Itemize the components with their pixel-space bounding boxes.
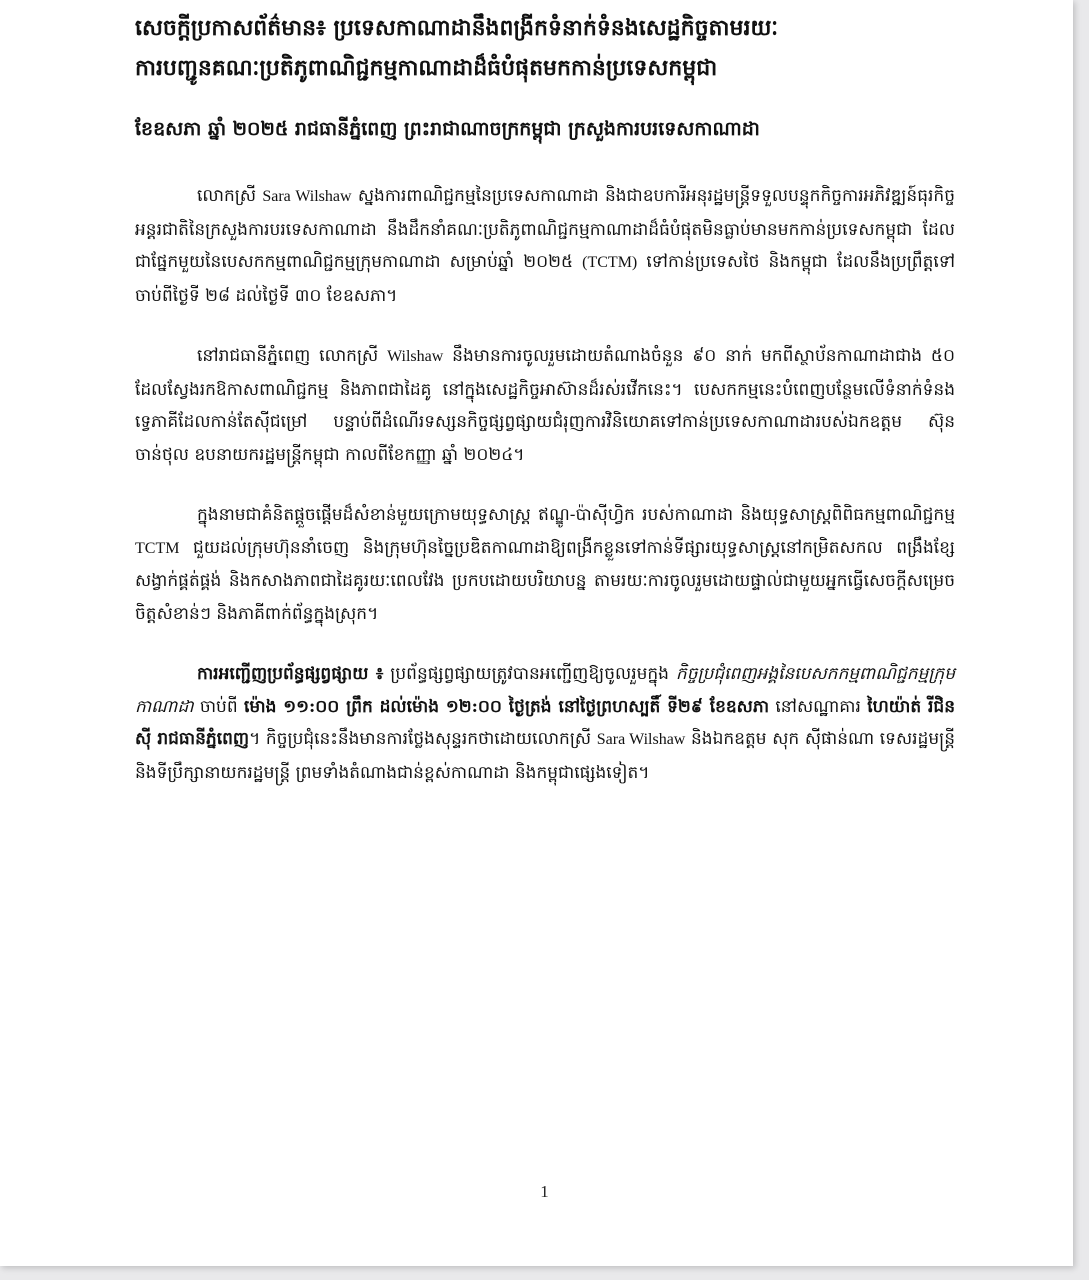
paragraph-1-text-b: ស្នងការពាណិជ្ជកម្មនៃប្រទេសកាណាដា និងជាឧបការីអនុរដ្ឋមន្ត្រីទទួលបន្ទុកកិច្ចការអភិវឌ្ឍន៍ធុរកិច្ចអន្តរជាតិនៃក្រសួងការបរទេសកាណាដា នឹងដឹកនាំគណៈប្រតិភូពាណិជ្ជកម្មកាណាដាដ៏ធំបំផុតមិនធ្លាប់មានមកកាន់ប្រទេសកម្ពុជា ដែលជាផ្នែកមួយនៃបេសកកម្មពាណិជ្ជកម្មក្រុមកាណាដា សម្រាប់ឆ្នាំ ២០២៥	[135, 186, 955, 272]
paragraph-3-text-a: ក្នុងនាមជាគំនិតផ្តួចផ្តើមដ៏សំខាន់មួយក្រោមយុទ្ធសាស្ត្រ ឥណ្ឌូ-ប៉ាស៊ីហ្វិក របស់កាណាដា និងយុទ្ធសាស្ត្រពិពិធកម្មពាណិជ្ជកម្ម	[197, 505, 955, 525]
paragraph-4-text-e: និងឯកឧត្តម សុក ស៊ីផាន់ណា ទេសរដ្ឋមន្ត្រី និងទីប្រឹក្សានាយករដ្ឋមន្ត្រី ព្រមទាំងតំណាងជាន់ខ្ពស់កាណាដា និងកម្ពុជាផ្សេងទៀត។	[135, 729, 955, 783]
document-body	[135, 8, 955, 789]
paragraph-4-text-d: ។ កិច្ចប្រជុំនេះនឹងមានការថ្លែងសុន្ទរកថាដោយលោកស្រី	[249, 729, 597, 749]
dateline: ខែឧសភា ឆ្នាំ ២០២៥ រាជធានីភ្នំពេញ ព្រះរាជាណាចក្រកម្ពុជា ក្រសួងការបរទេសកាណាដា	[135, 118, 760, 140]
event-venue: ហៃយ៉ាត់ រីជិនស៊ី រាជធានីភ្នំពេញ	[135, 696, 956, 749]
page-number: 1	[540, 1182, 549, 1201]
name-sara-wilshaw: Sara Wilshaw	[262, 188, 352, 205]
title-line-1: សេចក្តីប្រកាសព័ត៌មាន៖ ប្រទេសកាណាដានឹងពង្រីកទំនាក់ទំនងសេដ្ឋកិច្ចតាមរយៈ	[135, 15, 779, 41]
name-wilshaw: Wilshaw	[387, 348, 444, 365]
name-sara-wilshaw: Sara Wilshaw	[596, 731, 686, 748]
paragraph-2	[135, 340, 955, 471]
event-time: ម៉ោង ១១:០០ ព្រឹក ដល់ម៉ោង ១២:០០ ថ្ងៃត្រង់ នៅថ្ងៃព្រហស្បតិ៍ ទី២៩ ខែឧសភា	[243, 696, 770, 717]
media-invitation-heading: ការអញ្ជើញប្រព័ន្ធផ្សព្វផ្សាយ ៖	[197, 664, 384, 684]
acronym-tctm: (TCTM)	[582, 254, 638, 271]
paragraph-4-text-a: ប្រព័ន្ធផ្សព្វផ្សាយត្រូវបានអញ្ជើញឱ្យចូលរួមក្នុង	[383, 664, 676, 684]
document-title	[135, 8, 955, 88]
event-name: កិច្ចប្រជុំពេញអង្គនៃបេសកកម្មពាណិជ្ជកម្មក្រុមកាណាដា	[135, 664, 955, 717]
paragraph-1	[135, 180, 955, 312]
paragraph-3-text-b: ជួយដល់ក្រុមហ៊ុននាំចេញ និងក្រុមហ៊ុនច្នៃប្រឌិតកាណាដាឱ្យពង្រីកខ្លួនទៅកាន់ទីផ្សារយុទ្ធសាស្ត្រនៅកម្រិតសកល ពង្រឹងខ្សែសង្វាក់ផ្គត់ផ្គង់ និងកសាងភាពជាដៃគូរយៈពេលវែង ប្រកបដោយបរិយាបន្ន តាមរយៈការចូលរួមដោយផ្ទាល់ជាមួយអ្នកធ្វើសេចក្តីសម្រេចចិត្តសំខាន់ៗ និងភាគីពាក់ព័ន្ធក្នុងស្រុក។	[135, 537, 955, 624]
paragraph-4-text-b: ចាប់ពី	[193, 696, 244, 717]
title-line-2: ការបញ្ជូនគណៈប្រតិភូពាណិជ្ជកម្មកាណាដាដ៏ធំបំផុតមកកាន់ប្រទេសកម្ពុជា	[135, 55, 718, 81]
paragraph-3	[135, 499, 955, 630]
paragraph-2-text-a: នៅរាជធានីភ្នំពេញ លោកស្រី	[197, 346, 388, 366]
paragraph-4-text-c: នៅសណ្ឋាគារ	[769, 696, 868, 717]
paragraph-1-text-a: លោកស្រី	[197, 186, 263, 206]
paragraph-4-media-invitation	[135, 658, 955, 789]
acronym-tctm: TCTM	[135, 539, 180, 557]
paragraph-1-text-c: ទៅកាន់ប្រទេសថៃ និងកម្ពុជា ដែលនឹងប្រព្រឹត្តទៅចាប់ពីថ្ងៃទី ២៨ ដល់ថ្ងៃទី ៣០ ខែឧសភា។	[135, 252, 956, 306]
paragraph-2-text-b: នឹងមានការចូលរួមដោយតំណាងចំនួន ៩០ នាក់ មកពីស្ថាប័នកាណាដាជាង ៥០ ដែលស្វែងរកឱកាសពាណិជ្ជកម្ម និងភាពជាដៃគូ នៅក្នុងសេដ្ឋកិច្ចអាស៊ានដ៏រស់រវើកនេះ។ បេសកកម្មនេះបំពេញបន្ថែមលើទំនាក់ទំនងទ្វេភាគីដែលកាន់តែស៊ីជម្រៅ បន្ទាប់ពីដំណើរទស្សនកិច្ចផ្សព្វផ្សាយជំរុញការវិនិយោគទៅកាន់ប្រទេសកាណាដារបស់ឯកឧត្តម ស៊ុន ចាន់ថុល ឧបនាយករដ្ឋមន្ត្រីកម្ពុជា កាលពីខែកញ្ញា ឆ្នាំ ២០២៤។	[135, 346, 955, 465]
